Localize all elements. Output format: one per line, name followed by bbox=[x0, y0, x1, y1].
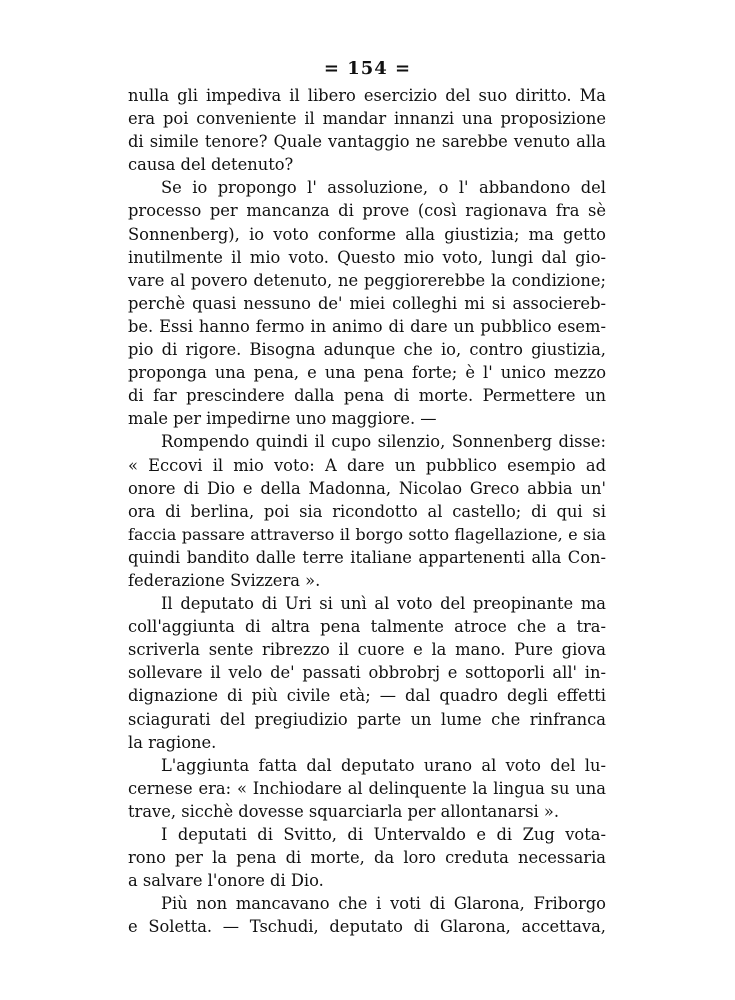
text-line: rono per la pena di morte, da loro creduta necessaria bbox=[128, 848, 606, 868]
text-line: ora di berlina, poi sia ricondotto al castello; di qui si bbox=[128, 501, 606, 521]
text-line: L'aggiunta fatta dal deputato urano al voto del lu- bbox=[161, 755, 606, 775]
text-line: Sonnenberg), io voto conforme alla giustizia; ma getto bbox=[128, 224, 606, 244]
text-line: I deputati di Svitto, di Untervaldo e di Zug vota- bbox=[161, 825, 606, 844]
text-line: la ragione. bbox=[128, 732, 217, 752]
text-line: di simile tenore? Quale vantaggio ne sarebbe venuto alla bbox=[128, 132, 606, 152]
text-line: perchè quasi nessuno de' miei colleghi mi si associereb- bbox=[128, 293, 606, 313]
text-line: processo per mancanza di prove (così ragionava fra sè bbox=[128, 201, 606, 221]
text-line: Più non mancavano che i voti di Glarona, Friborgo bbox=[161, 894, 606, 914]
text-line: sollevare il velo de' passati obbrobrj e sottoporli all' in- bbox=[128, 663, 606, 683]
body-text bbox=[128, 84, 606, 938]
text-line: di far prescindere dalla pena di morte. Permettere un bbox=[128, 386, 606, 406]
text-line: a salvare l'onore di Dio. bbox=[128, 871, 324, 891]
text-line: federazione Svizzera ». bbox=[128, 570, 321, 590]
text-line: male per impedirne uno maggiore. — bbox=[128, 409, 437, 429]
text-line: quindi bandito dalle terre italiane appartenenti alla Con- bbox=[128, 547, 606, 567]
text-line: « Eccovi il mio voto: A dare un pubblico esempio ad bbox=[128, 455, 606, 475]
text-line: scriverla sente ribrezzo il cuore e la mano. Pure giova bbox=[128, 640, 606, 660]
page-number: = 154 = bbox=[323, 58, 412, 79]
text-line: Se io propongo l' assoluzione, o l' abbandono del bbox=[161, 178, 606, 198]
text-line: e Soletta. — Tschudi, deputato di Glarona, accettava, bbox=[128, 917, 606, 937]
text-line: coll'aggiunta di altra pena talmente atroce che a tra- bbox=[128, 617, 606, 637]
text-line: vare al povero detenuto, ne peggiorerebbe la condizione; bbox=[128, 270, 606, 290]
text-line: trave, sicchè dovesse squarciarla per allontanarsi ». bbox=[128, 801, 560, 821]
text-line: era poi conveniente il mandar innanzi una proposizione bbox=[128, 109, 606, 129]
text-line: onore di Dio e della Madonna, Nicolao Greco abbia un' bbox=[128, 478, 606, 498]
text-line: be. Essi hanno fermo in animo di dare un pubblico esem- bbox=[128, 316, 606, 336]
text-line: dignazione di più civile età; — dal quadro degli effetti bbox=[128, 686, 606, 706]
text-line: pio di rigore. Bisogna adunque che io, contro giustizia, bbox=[128, 340, 606, 360]
text-line: nulla gli impediva il libero esercizio del suo diritto. Ma bbox=[128, 86, 606, 105]
text-line: faccia passare attraverso il borgo sotto flagellazione, e sia bbox=[128, 524, 606, 544]
text-line: inutilmente il mio voto. Questo mio voto, lungi dal gio- bbox=[128, 247, 606, 267]
text-line: Il deputato di Uri si unì al voto del preopinante ma bbox=[161, 594, 606, 614]
text-line: Rompendo quindi il cupo silenzio, Sonnenberg disse: bbox=[161, 432, 606, 452]
text-line: cernese era: « Inchiodare al delinquente la lingua su una bbox=[128, 778, 606, 798]
text-line: causa del detenuto? bbox=[128, 155, 294, 175]
text-line: proponga una pena, e una pena forte; è l' unico mezzo bbox=[128, 363, 606, 383]
text-line: sciagurati del pregiudizio parte un lume che rinfranca bbox=[128, 709, 606, 729]
